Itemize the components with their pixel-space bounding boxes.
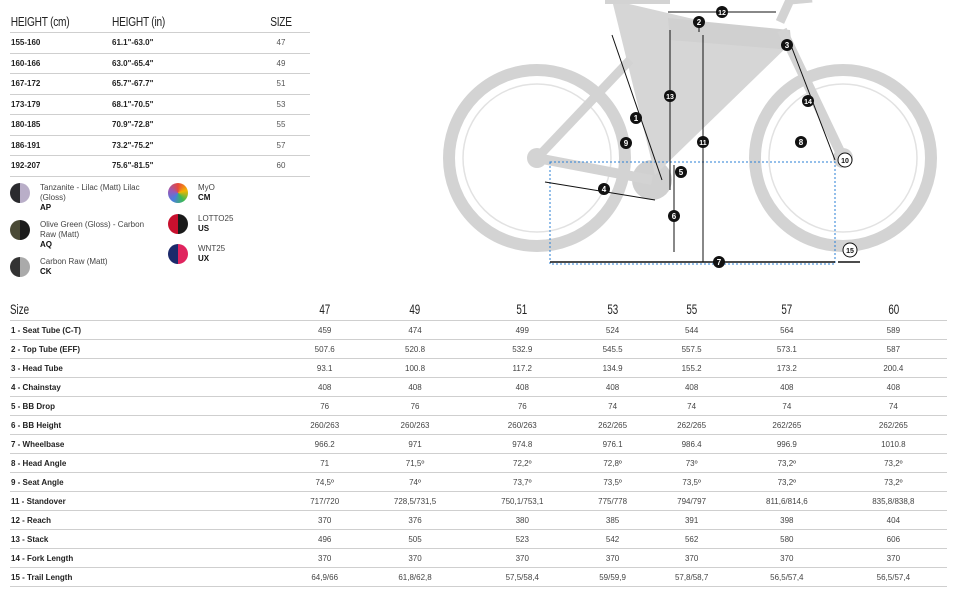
- geometry-value-cell: 505: [361, 530, 468, 549]
- geometry-value-cell: 580: [734, 530, 840, 549]
- color-swatch-aq[interactable]: [10, 220, 160, 250]
- geometry-value-cell: 74: [840, 397, 947, 416]
- geometry-row: [10, 454, 947, 473]
- geometry-value-cell: 835,8/838,8: [840, 492, 947, 511]
- geometry-value-cell: 260/263: [469, 416, 576, 435]
- geometry-value-cell: 74,5º: [288, 473, 361, 492]
- geometry-value-cell: 398: [734, 511, 840, 530]
- marker-7: [713, 256, 725, 268]
- header-size-51: 51: [516, 301, 528, 317]
- color-circle-icon: [10, 220, 30, 240]
- geometry-value-cell: 262/265: [840, 416, 947, 435]
- svg-text:7: 7: [716, 258, 722, 267]
- geometry-value-cell: 155.2: [649, 359, 734, 378]
- geometry-row: [10, 568, 947, 587]
- geometry-value-cell: 262/265: [576, 416, 649, 435]
- height-table-row: [10, 115, 310, 136]
- geometry-value-cell: 385: [576, 511, 649, 530]
- height-cm-cell: 192-207: [10, 156, 112, 177]
- geometry-row-label: 9 - Seat Angle: [10, 473, 288, 492]
- height-table-row: [10, 94, 310, 115]
- geometry-value-cell: 73º: [649, 454, 734, 473]
- geometry-row-label: 7 - Wheelbase: [10, 435, 288, 454]
- geometry-table-header: [10, 298, 947, 321]
- geometry-row-label: 11 - Standover: [10, 492, 288, 511]
- geometry-value-cell: 794/797: [649, 492, 734, 511]
- geometry-value-cell: 73,7º: [469, 473, 576, 492]
- height-cm-cell: 186-191: [10, 135, 112, 156]
- geometry-value-cell: 811,6/814,6: [734, 492, 840, 511]
- marker-13: [664, 90, 676, 102]
- geometry-value-cell: 61,8/62,8: [361, 568, 468, 587]
- color-code: CK: [40, 267, 52, 276]
- geometry-value-cell: 74º: [361, 473, 468, 492]
- marker-15: [843, 243, 857, 257]
- size-cell: 55: [252, 115, 310, 136]
- marker-2: [693, 16, 705, 28]
- svg-text:2: 2: [696, 18, 702, 27]
- geometry-value-cell: 557.5: [649, 340, 734, 359]
- svg-text:9: 9: [623, 139, 629, 148]
- geometry-value-cell: 73,2º: [734, 454, 840, 473]
- geometry-value-cell: 564: [734, 321, 840, 340]
- marker-6: [668, 210, 680, 222]
- height-in-cell: 63.0"-65.4": [112, 53, 252, 74]
- geometry-value-cell: 408: [288, 378, 361, 397]
- geometry-value-cell: 499: [469, 321, 576, 340]
- geometry-value-cell: 56,5/57,4: [840, 568, 947, 587]
- marker-1: [630, 112, 642, 124]
- geometry-value-cell: 260/263: [288, 416, 361, 435]
- geometry-value-cell: 1010.8: [840, 435, 947, 454]
- geometry-value-cell: 966.2: [288, 435, 361, 454]
- marker-11: [697, 136, 709, 148]
- geometry-row: [10, 549, 947, 568]
- color-circle-icon: [10, 257, 30, 277]
- height-table-row: [10, 53, 310, 74]
- geometry-value-cell: 974.8: [469, 435, 576, 454]
- geometry-value-cell: 260/263: [361, 416, 468, 435]
- marker-12: [716, 6, 728, 18]
- svg-text:3: 3: [784, 41, 790, 50]
- marker-10: [838, 153, 852, 167]
- geometry-value-cell: 73,2º: [840, 473, 947, 492]
- geometry-value-cell: 545.5: [576, 340, 649, 359]
- geometry-value-cell: 76: [469, 397, 576, 416]
- geometry-value-cell: 134.9: [576, 359, 649, 378]
- geometry-value-cell: 74: [576, 397, 649, 416]
- color-name: MyO: [198, 183, 215, 192]
- geometry-value-cell: 474: [361, 321, 468, 340]
- color-swatch-ap[interactable]: [10, 183, 160, 213]
- geometry-value-cell: 370: [649, 549, 734, 568]
- geometry-value-cell: 370: [469, 549, 576, 568]
- height-in-cell: 68.1"-70.5": [112, 94, 252, 115]
- geometry-value-cell: 100.8: [361, 359, 468, 378]
- svg-text:11: 11: [699, 140, 707, 147]
- geometry-value-cell: 71,5º: [361, 454, 468, 473]
- color-circle-icon: [168, 183, 188, 203]
- size-cell: 60: [252, 156, 310, 177]
- header-size-60: 60: [887, 301, 899, 317]
- geometry-value-cell: 370: [361, 549, 468, 568]
- geometry-row-label: 3 - Head Tube: [10, 359, 288, 378]
- geometry-value-cell: 532.9: [469, 340, 576, 359]
- geometry-value-cell: 370: [288, 511, 361, 530]
- marker-5: [675, 166, 687, 178]
- color-name: WNT25: [198, 244, 226, 253]
- geometry-row-label: 2 - Top Tube (EFF): [10, 340, 288, 359]
- geometry-value-cell: 74: [734, 397, 840, 416]
- color-swatch-ck[interactable]: [10, 257, 160, 277]
- geometry-value-cell: 370: [288, 549, 361, 568]
- color-code: CM: [198, 193, 211, 202]
- geometry-table: [10, 298, 947, 587]
- svg-text:5: 5: [678, 168, 684, 177]
- header-size-57: 57: [781, 301, 793, 317]
- color-circle-icon: [10, 183, 30, 203]
- header-size: SIZE: [270, 13, 292, 29]
- color-code: US: [198, 224, 210, 233]
- geometry-value-cell: 380: [469, 511, 576, 530]
- svg-text:14: 14: [804, 99, 812, 106]
- color-circle-icon: [168, 244, 188, 264]
- svg-text:15: 15: [846, 248, 854, 255]
- height-in-cell: 73.2"-75.2": [112, 135, 252, 156]
- marker-3: [781, 39, 793, 51]
- geometry-value-cell: 370: [734, 549, 840, 568]
- geometry-value-cell: 408: [840, 378, 947, 397]
- geometry-value-cell: 76: [288, 397, 361, 416]
- bike-geometry-diagram: [440, 0, 960, 290]
- height-in-cell: 70.9"-72.8": [112, 115, 252, 136]
- geometry-value-cell: 64,9/66: [288, 568, 361, 587]
- geometry-row: [10, 397, 947, 416]
- geometry-value-cell: 971: [361, 435, 468, 454]
- geometry-value-cell: 200.4: [840, 359, 947, 378]
- geometry-value-cell: 408: [734, 378, 840, 397]
- geometry-row-label: 8 - Head Angle: [10, 454, 288, 473]
- geometry-value-cell: 71: [288, 454, 361, 473]
- height-table-row: [10, 135, 310, 156]
- geometry-value-cell: 370: [840, 549, 947, 568]
- size-cell: 53: [252, 94, 310, 115]
- geometry-value-cell: 562: [649, 530, 734, 549]
- geometry-value-cell: 496: [288, 530, 361, 549]
- geometry-value-cell: 173.2: [734, 359, 840, 378]
- geometry-value-cell: 573.1: [734, 340, 840, 359]
- height-in-cell: 65.7"-67.7": [112, 74, 252, 95]
- geometry-value-cell: 72,2º: [469, 454, 576, 473]
- height-cm-cell: 160-166: [10, 53, 112, 74]
- height-in-cell: 75.6"-81.5": [112, 156, 252, 177]
- marker-8: [795, 136, 807, 148]
- geometry-value-cell: 587: [840, 340, 947, 359]
- header-size-49: 49: [409, 301, 421, 317]
- color-code: AP: [40, 203, 52, 212]
- color-name: Olive Green (Gloss) - Carbon Raw (Matt): [40, 220, 145, 239]
- size-cell: 49: [252, 53, 310, 74]
- svg-text:1: 1: [633, 114, 639, 123]
- geometry-row-label: 5 - BB Drop: [10, 397, 288, 416]
- geometry-row: [10, 378, 947, 397]
- geometry-value-cell: 74: [649, 397, 734, 416]
- geometry-row: [10, 511, 947, 530]
- geometry-value-cell: 728,5/731,5: [361, 492, 468, 511]
- geometry-row: [10, 473, 947, 492]
- color-swatch-us[interactable]: [168, 214, 288, 234]
- geometry-row-label: 13 - Stack: [10, 530, 288, 549]
- header-size-label: Size: [10, 301, 30, 317]
- height-table-row: [10, 33, 310, 54]
- height-table-row: [10, 156, 310, 177]
- color-code: UX: [198, 254, 210, 263]
- geometry-value-cell: 976.1: [576, 435, 649, 454]
- header-size-53: 53: [607, 301, 619, 317]
- geometry-value-cell: 524: [576, 321, 649, 340]
- geometry-value-cell: 56,5/57,4: [734, 568, 840, 587]
- geometry-value-cell: 750,1/753,1: [469, 492, 576, 511]
- geometry-value-cell: 775/778: [576, 492, 649, 511]
- geometry-value-cell: 73,5º: [649, 473, 734, 492]
- geometry-row-label: 4 - Chainstay: [10, 378, 288, 397]
- geometry-row-label: 6 - BB Height: [10, 416, 288, 435]
- marker-14: [802, 95, 814, 107]
- geometry-value-cell: 507.6: [288, 340, 361, 359]
- geometry-value-cell: 589: [840, 321, 947, 340]
- geometry-row: [10, 492, 947, 511]
- height-cm-cell: 180-185: [10, 115, 112, 136]
- geometry-value-cell: 606: [840, 530, 947, 549]
- geometry-value-cell: 408: [361, 378, 468, 397]
- geometry-row-label: 14 - Fork Length: [10, 549, 288, 568]
- geometry-value-cell: 544: [649, 321, 734, 340]
- geometry-value-cell: 370: [576, 549, 649, 568]
- geometry-value-cell: 117.2: [469, 359, 576, 378]
- bike-silhouette: [449, 0, 931, 246]
- svg-text:6: 6: [671, 212, 677, 221]
- svg-text:12: 12: [718, 10, 726, 17]
- height-cm-cell: 173-179: [10, 94, 112, 115]
- size-cell: 51: [252, 74, 310, 95]
- geometry-value-cell: 57,8/58,7: [649, 568, 734, 587]
- geometry-value-cell: 72,8º: [576, 454, 649, 473]
- geometry-value-cell: 408: [469, 378, 576, 397]
- geometry-value-cell: 262/265: [649, 416, 734, 435]
- geometry-value-cell: 262/265: [734, 416, 840, 435]
- color-name: LOTTO25: [198, 214, 234, 223]
- geometry-value-cell: 73,5º: [576, 473, 649, 492]
- size-cell: 57: [252, 135, 310, 156]
- color-circle-icon: [168, 214, 188, 234]
- geometry-value-cell: 57,5/58,4: [469, 568, 576, 587]
- geometry-value-cell: 996.9: [734, 435, 840, 454]
- svg-text:8: 8: [798, 138, 804, 147]
- geometry-value-cell: 459: [288, 321, 361, 340]
- geometry-row: [10, 530, 947, 549]
- header-size-47: 47: [319, 301, 331, 317]
- geometry-value-cell: 73,2º: [840, 454, 947, 473]
- geometry-value-cell: 520.8: [361, 340, 468, 359]
- geometry-row: [10, 416, 947, 435]
- geometry-row: [10, 340, 947, 359]
- color-swatch-cm[interactable]: [168, 183, 288, 203]
- geometry-row: [10, 321, 947, 340]
- geometry-value-cell: 93.1: [288, 359, 361, 378]
- header-height-in: HEIGHT (in): [112, 13, 166, 29]
- height-cm-cell: 155-160: [10, 33, 112, 54]
- height-in-cell: 61.1"-63.0": [112, 33, 252, 54]
- geometry-value-cell: 986.4: [649, 435, 734, 454]
- geometry-value-cell: 408: [576, 378, 649, 397]
- geometry-value-cell: 523: [469, 530, 576, 549]
- geometry-value-cell: 408: [649, 378, 734, 397]
- marker-9: [620, 137, 632, 149]
- svg-text:13: 13: [666, 94, 674, 101]
- color-name: Carbon Raw (Matt): [40, 257, 108, 266]
- color-swatch-ux[interactable]: [168, 244, 288, 264]
- geometry-value-cell: 73,2º: [734, 473, 840, 492]
- header-height-cm: HEIGHT (cm): [10, 13, 70, 29]
- svg-text:10: 10: [841, 158, 849, 165]
- color-name: Tanzanite - Lilac (Matt) Lilac (Gloss): [40, 183, 140, 202]
- geometry-value-cell: 76: [361, 397, 468, 416]
- geometry-value-cell: 376: [361, 511, 468, 530]
- color-code: AQ: [40, 240, 52, 249]
- geometry-row: [10, 359, 947, 378]
- size-cell: 47: [252, 33, 310, 54]
- height-table-header: [10, 10, 310, 33]
- geometry-value-cell: 59/59,9: [576, 568, 649, 587]
- height-cm-cell: 167-172: [10, 74, 112, 95]
- geometry-row-label: 12 - Reach: [10, 511, 288, 530]
- geometry-value-cell: 542: [576, 530, 649, 549]
- marker-4: [598, 183, 610, 195]
- geometry-value-cell: 717/720: [288, 492, 361, 511]
- height-size-table: [10, 10, 310, 177]
- height-table-row: [10, 74, 310, 95]
- geometry-row: [10, 435, 947, 454]
- header-size-55: 55: [686, 301, 698, 317]
- geometry-row-label: 1 - Seat Tube (C-T): [10, 321, 288, 340]
- geometry-row-label: 15 - Trail Length: [10, 568, 288, 587]
- svg-text:4: 4: [601, 185, 607, 194]
- geometry-value-cell: 391: [649, 511, 734, 530]
- geometry-value-cell: 404: [840, 511, 947, 530]
